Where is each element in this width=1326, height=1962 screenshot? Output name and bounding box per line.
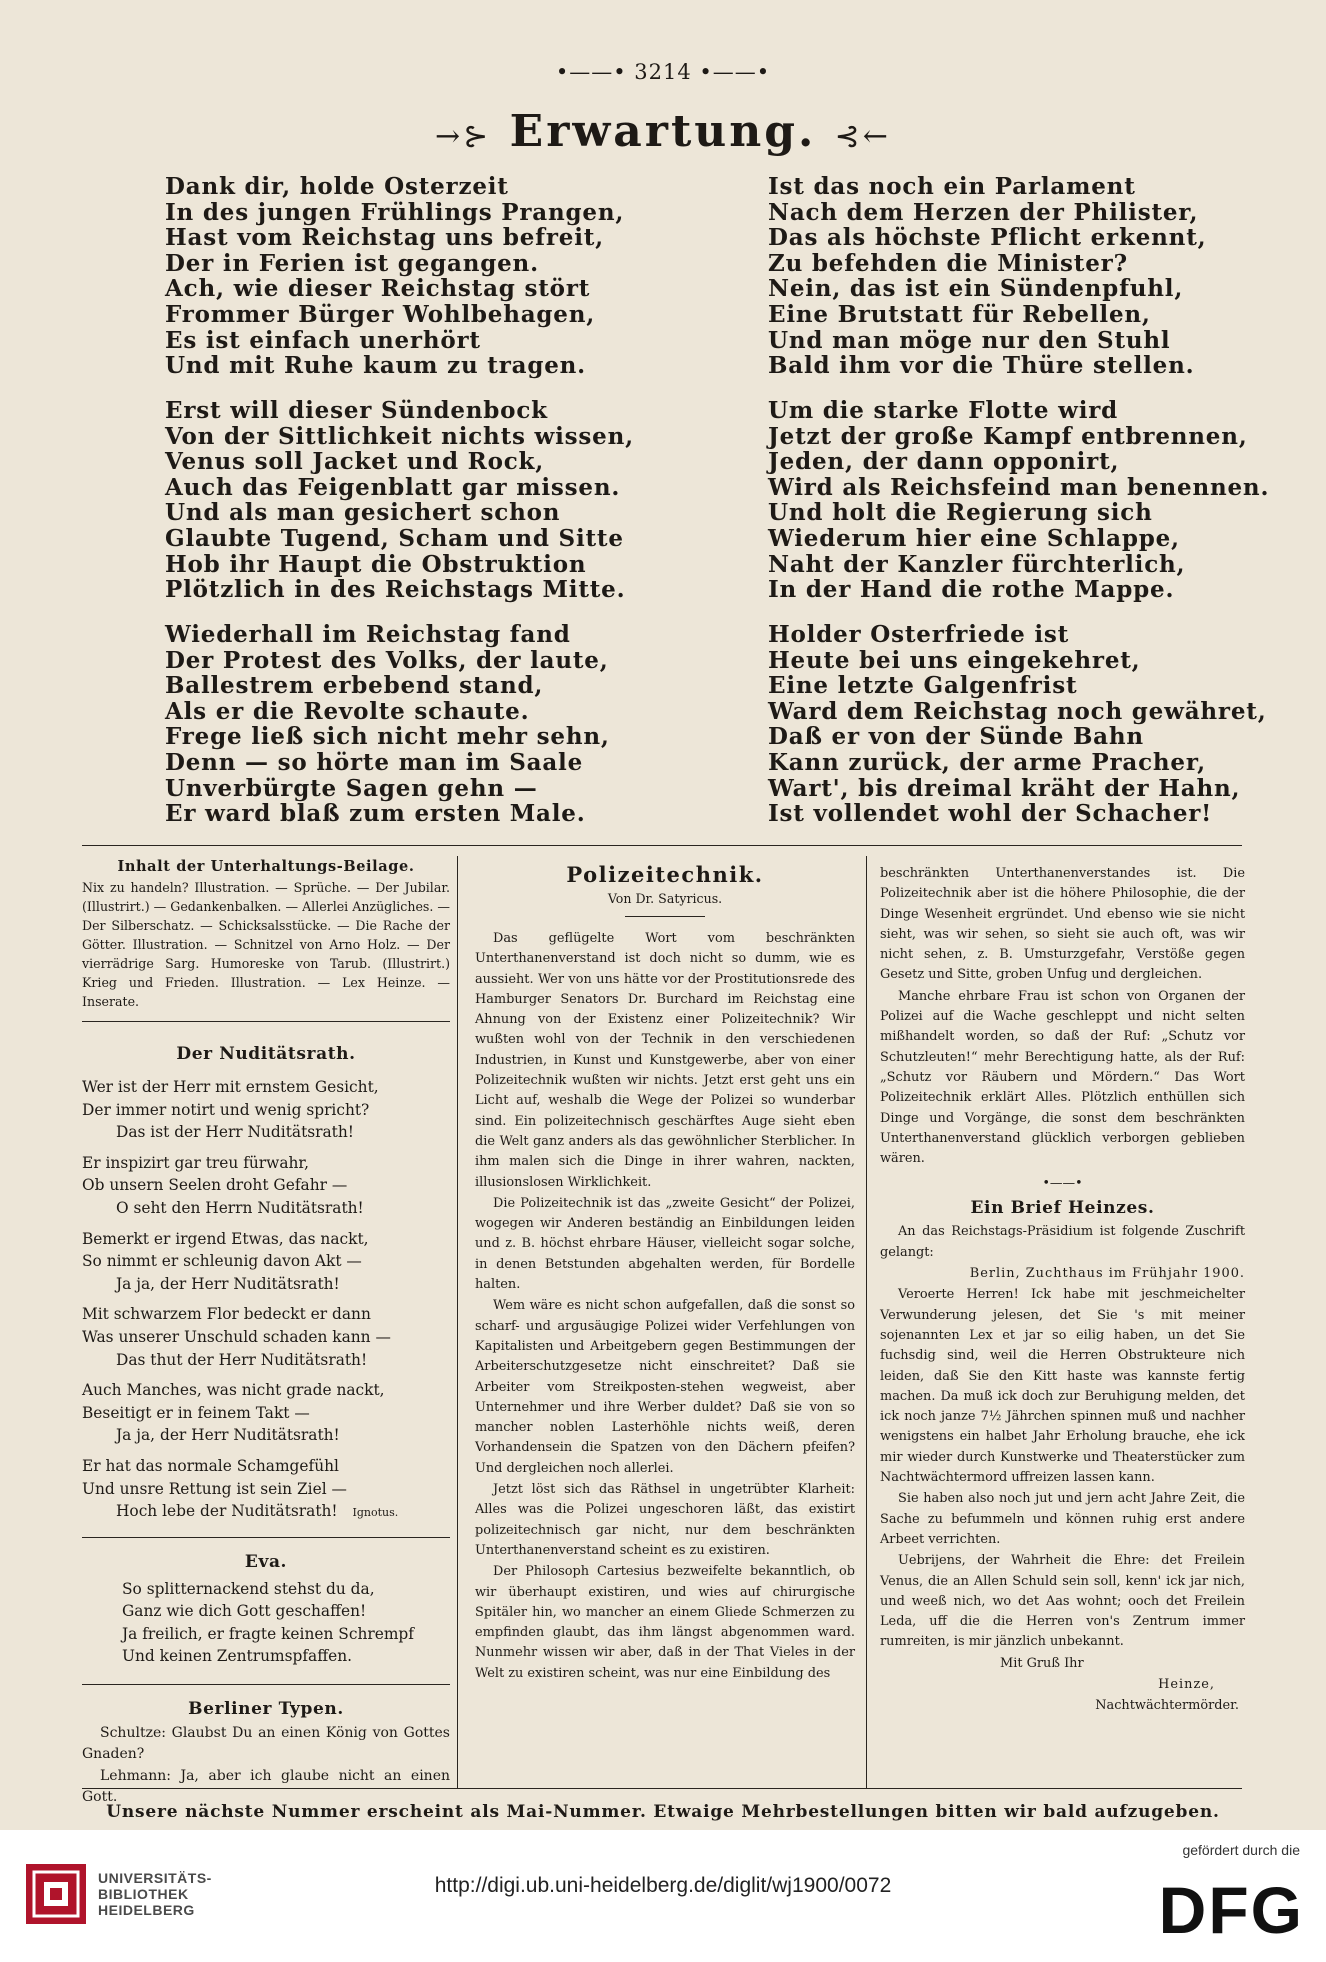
letter-salutation: Veroerte Herren!	[898, 1287, 1019, 1303]
eva-title: Eva.	[244, 1551, 288, 1572]
digitization-bar	[0, 1830, 1326, 1962]
permalink[interactable]: http://digi.ub.uni-heidelberg.de/diglit/wj1900/0072	[434, 1874, 892, 1897]
middle-column	[475, 862, 855, 1685]
contents-title: Inhalt der Unterhaltungs-Beilage.	[117, 858, 415, 875]
section-divider	[82, 1021, 450, 1022]
eva-poem: So splitternackend stehst du da, Ganz wie dich Gott geschaffen! Ja freilich, er fragte keinen Schrempf Und keinen Zentrumspfaffen.	[122, 1579, 414, 1666]
poem-stanza: Ist das noch ein Parlament Nach dem Herzen der Philister, Das als höchste Pflicht erkennt, Zu befehden die Minister? Nein, das ist ein Sündenpfuhl, Eine Brutstatt für Rebellen, Und man möge nur den Stuhl Bald ihm vor die Thüre stellen.	[768, 173, 1207, 380]
heinze-title: Ein Brief Heinzes.	[970, 1198, 1155, 1219]
column-rule	[457, 856, 458, 1788]
nuditaetsrath-poem: Wer ist der Herr mit ernstem Gesicht, Der immer notirt und wenig spricht? Das ist der Herr Nuditätsrath! Er inspizirt gar treu fürwahr, Ob unsern Seelen droht Gefahr — O seht den Herrn Nuditätsrath! Bemerkt er irgend Etwas, das nackt, So nimmt er schleunig davon Akt — Ja ja, der Herr Nuditätsrath! Mit schwarzem Flor bedeckt er dann Was unserer Unschuld schaden kann — Das thut der Herr Nuditätsrath! Auch Manches, was nicht grade nackt, Beseitigt er in feinem Takt — Ja ja, der Herr Nuditätsrath! Er hat das normale Schamgefühl Und unsre Rettung ist sein Ziel — Hoch lebe der Nuditätsrath! Ignotus.	[82, 1078, 399, 1521]
byline: Von Dr. Satyricus.	[607, 891, 723, 906]
section-divider	[82, 1684, 450, 1685]
column-rule	[866, 856, 867, 1788]
polizei-title: Polizeitechnik.	[566, 862, 764, 887]
polizei-article: Das geflügelte Wort vom beschränkten Unterthanenverstand ist doch nicht so dumm, wie es aussieht. Wer von uns hätte vor der Prostitutionsrede des Hamburger Senators Dr. Burchard im Reichstag eine Ahnung von der Existenz einer Polizeitechnik? Wir wußten wohl von der Technik in den verschiedenen Industrien, in Kunst und Kunstgewerbe, aber von einer Polizeitechnik wußten wir nichts. Jetzt erst geht uns ein Licht auf, weshalb die Wege der Polizei so wunderbar sind. Ein polizeitechnisch geschärftes Auge sieht eben die Welt ganz anders als das gewöhnlicher Sterblicher. In ihm malen sich die Dinge in ihrer wahren, nackten, illusionslosen Wirklichkeit. Die Polizeitechnik ist das „zweite Gesicht“ der Polizei, wogegen wir Anderen beständig an Einbildungen leiden und z. B. höchst ehrbare Häuser, vielleicht sogar solche, in denen Betstunden abgehalten werden, für Bordelle halten. Wem wäre es nicht schon aufgefallen, daß die sonst so scharf- und argusäugige Polizei wider Verfehlungen von Kapitalisten und Arbeitgebern gegen Bestimmungen der Arbeiterschutzgesetze nicht einschreitet? Daß sie Arbeiter vom Streikposten-stehen wegweist, aber Unternehmer und ihre Werber duldet? Daß sie von so mancher noblen Lasterhöhle nichts weiß, deren Vorhandensein die Spatzen von den Dächern pfeifen? Und dergleichen noch allerlei. Jetzt löst sich das Räthsel in ungetrübter Klarheit: Alles was die Polizei ungeschoren läßt, das existirt polizeitechnisch gar nicht, nur dem beschränkten Unterthanenverstand scheint es zu existiren. Der Philosoph Cartesius bezweifelte bekanntlich, ob wir überhaupt existiren, und wies auf chirurgische Spitäler hin, wo mancher an einem Gliede Schmerzen zu empfinden glaubt, das ihm längst abgenommen ward. Nunmehr wissen wir aber, daß in der That Vieles in der Welt zu existiren scheint, was nur eine Einbildung des	[475, 931, 855, 1681]
left-ornament-icon: →⊱	[435, 119, 492, 154]
footer-note: Unsere nächste Nummer erscheint als Mai-Nummer. Etwaige Mehrbestellungen bitten wir bald aufzugeben.	[106, 1802, 1220, 1822]
page-number: •——• 3214 •——•	[555, 60, 771, 84]
left-column	[82, 858, 450, 1809]
berliner-text: Schultze: Glaubst Du an einen König von Gottes Gnaden? Lehmann: Ja, aber ich glaube nicht an einen Gott.	[82, 1725, 450, 1806]
section-divider	[625, 916, 705, 917]
contents-text: Nix zu handeln? Illustration. — Sprüche. — Der Jubilar. (Illustrirt.) — Gedankenbalken. — Allerlei Anzügliches. — Der Silberschatz. — Schicksalsstücke. — Die Rache der Götter. Illustration. — Schnitzel von Arno Holz. — Der vierrädrige Sarg. Humoreske von Tarub. (Illustrirt.) Krieg und Frieden. Illustration. — Lex Heinze. — Inserate.	[82, 880, 450, 1009]
separator: •——•	[1042, 1175, 1083, 1191]
dfg-logo: DFG	[1158, 1873, 1304, 1947]
berliner-title: Berliner Typen.	[188, 1699, 344, 1720]
section-divider	[82, 1788, 1242, 1789]
page-title	[0, 106, 1326, 157]
library-name: UNIVERSITÄTS- BIBLIOTHEK HEIDELBERG	[98, 1870, 212, 1918]
funding-label: gefördert durch die	[1182, 1842, 1300, 1858]
poem-stanza: Erst will dieser Sündenbock Von der Sittlichkeit nichts wissen, Venus soll Jacket und Rock, Auch das Feigenblatt gar missen. Und als man gesichert schon Glaubte Tugend, Scham und Sitte Hob ihr Haupt die Obstruktion Plötzlich in des Reichstags Mitte.	[165, 397, 634, 604]
poem-stanza: Wiederhall im Reichstag fand Der Protest des Volks, der laute, Ballestrem erbebend stand, Als er die Revolte schaute. Frege ließ sich nicht mehr sehn, Denn — so hörte man im Saale Unverbürgte Sagen gehn — Er ward blaß zum ersten Male.	[165, 621, 610, 828]
heinze-letter: An das Reichstags-Präsidium ist folgende Zuschrift gelangt: Berlin, Zuchthaus im Frühjahr 1900. Veroerte Herren! Ick habe mit jeschmeichelter Verwunderung jelesen, det Sie 's mit meiner sojenannten Lex et jar so eilig haben, un det Sie fuchsdig sind, weil die Herren Obstrukteure nich leiden, daß Sie den Kitt haste was kannste fertig machen. Da muß ick doch zur Beruhigung melden, det ick noch janze 7½ Jährchen spinnen muß und nachher wenigstens ein halbet Jahr Erholung brauche, ehe ick mir wieder durch Kunstwerke und Theaterstücker zum Nachtwächtermord uffreizen lassen kann. Sie haben also noch jut und jern acht Jahre Zeit, die Sache zu befummeln und können ruhig erst andere Arbeet verrichten. Uebrijens, der Wahrheit die Ehre: det Freilein Venus, die an Allen Schuld sein soll, kenn' ick jar nich, und weeß nich, wo det Aas wohnt; ooch det Freilein Leda, uff die die Herren von's Zentrum immer rumreiten, is mir jänzlich unbekannt. Mit Gruß Ihr Heinze, Nachtwächtermörder.	[880, 1224, 1245, 1714]
polizei-continued: beschränkten Unterthanenverstandes ist. Die Polizeitechnik aber ist die höhere Philosophie, die der Dinge Wesenheit ergründet. Und ebenso wie sie nicht sieht, was wir sehen, so sieht sie auch oft, was wir nicht sehen, z. B. Umsturzgefahr, Verstöße gegen Gesetz und Sitte, groben Unfug und dergleichen. Manche ehrbare Frau ist schon von Organen der Polizei auf die Wache geschleppt und nicht selten mißhandelt worden, so daß der Ruf: „Schutz vor Schutzleuten!“ mehr Berechtigung hatte, als der Ruf: „Schutz vor Räubern und Mördern.“ Das Wort Polizeitechnik erklärt Alles. Plötzlich enthüllen sich Dinge und Vorgänge, die sonst dem beschränkten Unterthanenverstand glücklich verborgen geblieben wären.	[880, 866, 1245, 1167]
poem-stanza: Um die starke Flotte wird Jetzt der große Kampf entbrennen, Jeden, der dann opponirt, Wird als Reichsfeind man benennen. Und holt die Regierung sich Wiederum hier eine Schlappe, Naht der Kanzler fürchterlich, In der Hand die rothe Mappe.	[768, 397, 1270, 604]
right-column	[880, 864, 1245, 1718]
right-ornament-icon: ⊰←	[834, 119, 891, 154]
author: Ignotus.	[352, 1506, 399, 1520]
section-divider	[82, 845, 1242, 846]
poem-title: Erwartung.	[509, 106, 817, 157]
nuditaetsrath-title: Der Nuditätsrath.	[176, 1044, 356, 1064]
poem-stanza: Dank dir, holde Osterzeit In des jungen Frühlings Prangen, Hast vom Reichstag uns befreit, Der in Ferien ist gegangen. Ach, wie dieser Reichstag stört Frommer Bürger Wohlbehagen, Es ist einfach unerhört Und mit Ruhe kaum zu tragen.	[165, 173, 625, 380]
section-divider	[82, 1537, 450, 1538]
poem-stanza: Holder Osterfriede ist Heute bei uns eingekehret, Eine letzte Galgenfrist Ward dem Reichstag noch gewähret, Daß er von der Sünde Bahn Kann zurück, der arme Pracher, Wart', bis dreimal kräht der Hahn, Ist vollendet wohl der Schacher!	[768, 621, 1267, 828]
